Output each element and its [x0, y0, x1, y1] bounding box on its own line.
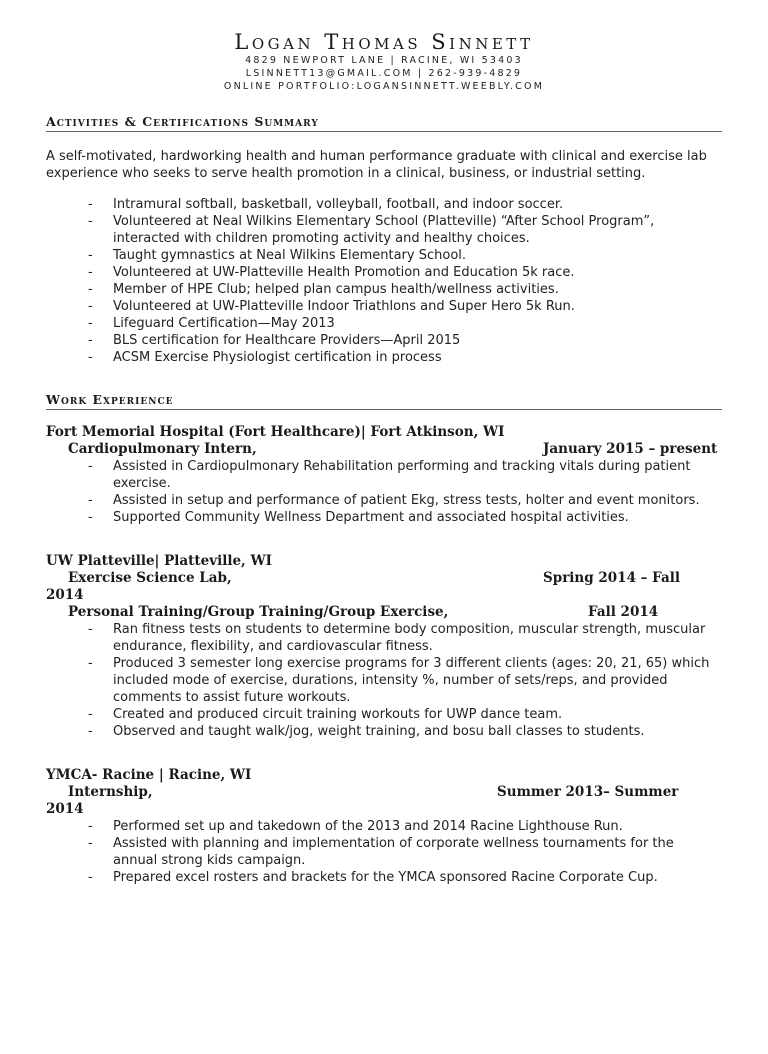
list-item: - Volunteered at UW-Platteville Health Promotion and Education 5k race.	[88, 264, 722, 281]
employer-name: UW Platteville| Platteville, WI	[46, 553, 272, 569]
list-item: - Taught gymnastics at Neal Wilkins Elementary School.	[88, 247, 722, 264]
job-ymca-racine	[46, 767, 722, 886]
job-role	[46, 570, 722, 587]
job-role	[46, 784, 722, 801]
activities-list	[46, 196, 722, 366]
list-item: - Assisted with planning and implementation of corporate wellness tournaments for the annual strong kids campaign.	[88, 835, 722, 869]
role-title: Exercise Science Lab,	[68, 570, 232, 586]
list-item: - ACSM Exercise Physiologist certification in process	[88, 349, 722, 366]
job-role	[46, 441, 722, 458]
email-phone-line: LSINNETT13@GMAIL.COM | 262-939-4829	[245, 68, 523, 79]
role-date: Fall 2014	[588, 604, 659, 620]
list-item: - Volunteered at Neal Wilkins Elementary School (Platteville) “After School Program”, interacted with children promoting activity and healthy choices.	[88, 213, 722, 247]
list-item: - Volunteered at UW-Platteville Indoor Triathlons and Super Hero 5k Run.	[88, 298, 722, 315]
job-role	[46, 604, 722, 621]
list-item: - Intramural softball, basketball, volleyball, football, and indoor soccer.	[88, 196, 722, 213]
role-date: January 2015 – present	[543, 441, 718, 457]
list-item: - Assisted in setup and performance of patient Ekg, stress tests, holter and event monitors.	[88, 492, 722, 509]
candidate-name: Logan Thomas Sinnett	[234, 30, 534, 54]
employer-name: Fort Memorial Hospital (Fort Healthcare)| Fort Atkinson, WI	[46, 424, 505, 440]
list-item: - Member of HPE Club; helped plan campus health/wellness activities.	[88, 281, 722, 298]
job-duties-list	[46, 621, 722, 740]
work-section-title: Work Experience	[46, 392, 722, 410]
list-item: - Assisted in Cardiopulmonary Rehabilitation performing and tracking vitals during patient exercise.	[88, 458, 722, 492]
list-item: - Supported Community Wellness Department and associated hospital activities.	[88, 509, 722, 526]
activities-section-title: Activities & Certifications Summary	[46, 114, 722, 132]
role-date-wrap: 2014	[46, 801, 84, 817]
list-item: - Created and produced circuit training workouts for UWP dance team.	[88, 706, 722, 723]
job-duties-list	[46, 458, 722, 526]
role-date: Spring 2014 – Fall	[543, 570, 680, 586]
summary-paragraph: A self-motivated, hardworking health and human performance graduate with clinical and exercise lab experience who seeks to serve health promotion in a clinical, business, or industrial setting.	[46, 149, 707, 181]
job-fort-memorial	[46, 424, 722, 526]
role-title: Personal Training/Group Training/Group Exercise,	[68, 604, 449, 620]
list-item: - BLS certification for Healthcare Providers—April 2015	[88, 332, 722, 349]
list-item: - Performed set up and takedown of the 2013 and 2014 Racine Lighthouse Run.	[88, 818, 722, 835]
role-date-wrap: 2014	[46, 587, 84, 603]
portfolio-line: ONLINE PORTFOLIO:LOGANSINNETT.WEEBLY.COM	[223, 81, 545, 92]
address-line: 4829 NEWPORT LANE | RACINE, WI 53403	[245, 55, 523, 66]
list-item: - Produced 3 semester long exercise programs for 3 different clients (ages: 20, 21, 65) which included mode of exercise, durations, intensity %, number of sets/reps, and provided comments to assist future workouts.	[88, 655, 722, 706]
role-title: Internship,	[68, 784, 153, 800]
list-item: - Prepared excel rosters and brackets for the YMCA sponsored Racine Corporate Cup.	[88, 869, 722, 886]
role-date: Summer 2013– Summer	[497, 784, 679, 800]
list-item: - Observed and taught walk/jog, weight training, and bosu ball classes to students.	[88, 723, 722, 740]
job-duties-list	[46, 818, 722, 886]
job-uw-platteville	[46, 553, 722, 740]
resume-page	[0, 30, 768, 1054]
list-item: - Lifeguard Certification—May 2013	[88, 315, 722, 332]
employer-name: YMCA- Racine | Racine, WI	[46, 767, 252, 783]
role-title: Cardiopulmonary Intern,	[68, 441, 257, 457]
list-item: - Ran fitness tests on students to determine body composition, muscular strength, muscular endurance, flexibility, and cardiovascular fitness.	[88, 621, 722, 655]
